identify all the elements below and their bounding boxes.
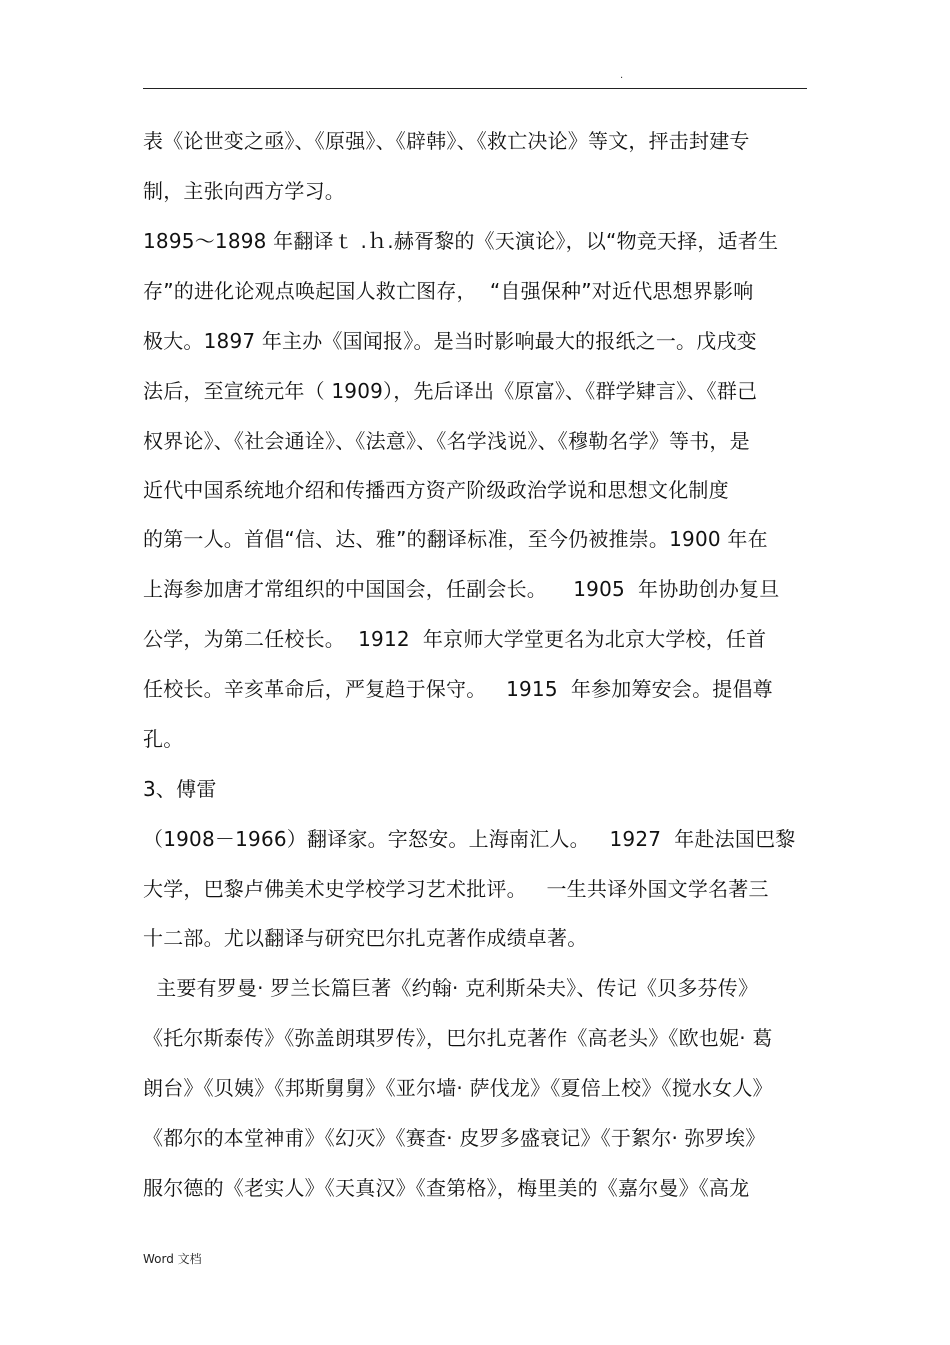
text-line: 近代中国系统地介绍和传播西方资产阶级政治学说和思想文化制度 — [143, 478, 729, 502]
section-heading: 3、傅雷 — [143, 777, 217, 801]
text-line: 的第一人。首倡“信、达、雅”的翻译标准，至今仍被推崇。1900 年在 — [143, 527, 768, 551]
header-rule — [143, 88, 807, 89]
text-line: 1895～1898 年翻译ｔ .ｈ.赫胥黎的《天演论》，以“物竞天择，适者生 — [143, 229, 779, 253]
header-mark: . — [620, 70, 624, 81]
text-line: 权界论》、《社会通诠》、《法意》、《名学浅说》、《穆勒名学》等书，是 — [143, 429, 750, 453]
text-line: 任校长。辛亥革命后，严复趋于保守。 1915 年参加筹安会。提倡尊 — [143, 677, 773, 701]
text-line: （1908－1966）翻译家。字怒安。上海南汇人。 1927 年赴法国巴黎 — [143, 827, 796, 851]
text-line: 《托尔斯泰传》《弥盖朗琪罗传》，巴尔扎克著作《高老头》《欧也妮· 葛 — [143, 1026, 773, 1050]
text-line: 制，主张向西方学习。 — [143, 179, 345, 203]
text-line: 极大。1897 年主办《国闻报》。是当时影响最大的报纸之一。戊戌变 — [143, 329, 757, 353]
text-line: 公学，为第二任校长。 1912 年京师大学堂更名为北京大学校，任首 — [143, 627, 767, 651]
text-line: 服尔德的《老实人》《天真汉》《查第格》，梅里美的《嘉尔曼》《高龙 — [143, 1176, 750, 1200]
footer-label: Word 文档 — [143, 1252, 202, 1266]
text-line: 表《论世变之亟》、《原强》、《辟韩》、《救亡决论》等文，抨击封建专 — [143, 129, 750, 153]
text-line: 上海参加唐才常组织的中国国会，任副会长。 1905 年协助创办复旦 — [143, 577, 780, 601]
text-line: 朗台》《贝姨》《邦斯舅舅》《亚尔墙· 萨伐龙》《夏倍上校》《搅水女人》 — [143, 1076, 773, 1100]
text-line: 孔。 — [143, 727, 184, 751]
text-line: 《都尔的本堂神甫》《幻灭》《赛查· 皮罗多盛衰记》《于絮尔· 弥罗埃》 — [143, 1126, 766, 1150]
text-line: 法后，至宣统元年（ 1909），先后译出《原富》、《群学肄言》、《群己 — [143, 379, 758, 403]
text-line: 存”的进化论观点唤起国人救亡图存， “自强保种”对近代思想界影响 — [143, 279, 754, 303]
text-line: 大学，巴黎卢佛美术史学校学习艺术批评。 一生共译外国文学名著三 — [143, 877, 769, 901]
text-line: 主要有罗曼· 罗兰长篇巨著《约翰· 克利斯朵夫》、传记《贝多芬传》 — [143, 976, 759, 1000]
text-line: 十二部。尤以翻译与研究巴尔扎克著作成绩卓著。 — [143, 926, 588, 950]
